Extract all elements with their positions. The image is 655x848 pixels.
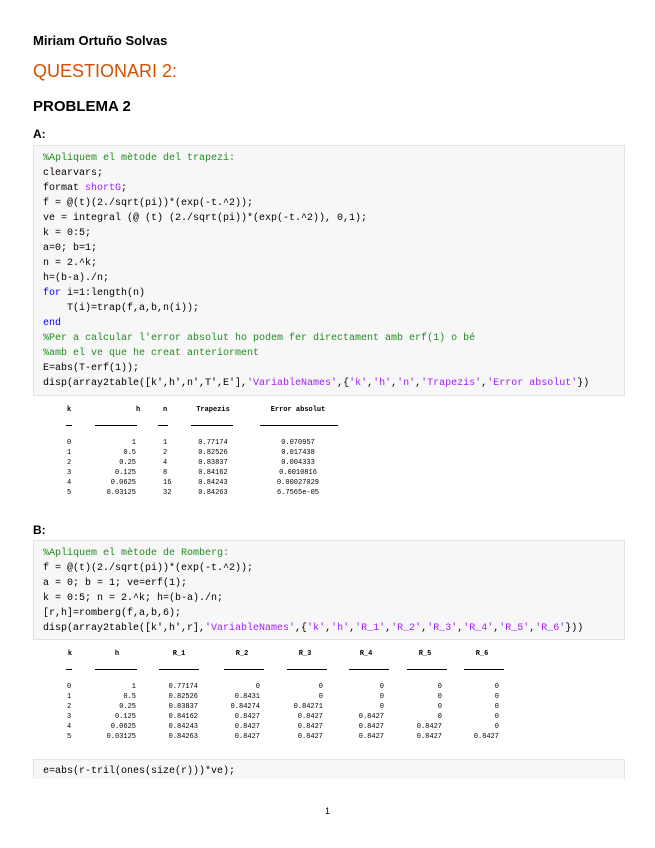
column-header: R_4 [359,650,373,658]
table-cell: 1 [67,449,72,457]
code-token: %amb el ve que he creat anteriorment [43,348,260,359]
table-cell: 0 [67,439,72,447]
code-token: 'Trapezis' [421,378,482,389]
table-cell: 1 [163,439,168,447]
table-cell: 0.8427 [473,733,499,741]
table-cell: 0 [318,683,323,691]
problem-title: PROBLEMA 2 [33,98,131,115]
code-token: k = 0:5; [43,228,92,239]
code-token: 'R_5' [499,623,530,634]
code-token: , [391,378,398,389]
table-cell: 0.0625 [110,479,136,487]
code-token: f = @(t)(2./sqrt(pi))*(exp(-t.^2)); [43,198,254,209]
questionari-title: QUESTIONARI 2: [33,61,178,81]
table-cell: 0.8427 [234,733,260,741]
code-token: 'R_4' [463,623,494,634]
code-line [34,591,624,606]
code-line [34,546,624,561]
table-cell: 0 [379,693,384,701]
table-cell: 0 [494,693,499,701]
code-token: 'R_1' [355,623,386,634]
code-token: , [325,623,332,634]
table-cell: 0.8427 [297,723,323,731]
code-line [34,301,624,316]
table-cell: 0.84243 [168,723,198,731]
table-cell: 0.00027029 [276,479,319,487]
code-token: , [415,378,422,389]
code-line [34,256,624,271]
table-cell: 0 [255,683,260,691]
code-line [34,151,624,166]
table-cell: 0 [437,683,442,691]
table-cell: 0.84274 [230,703,260,711]
column-underline [158,425,168,426]
table-cell: 0.84271 [293,703,323,711]
table-cell: 0.77174 [198,439,228,447]
page-number: 1 [324,806,330,816]
code-token: ,{ [295,623,308,634]
code-token: E=abs(T-erf(1)); [43,363,140,374]
code-token: , [421,623,428,634]
column-header: R_2 [235,650,249,658]
code-token: a = 0; b = 1; ve=erf(1); [43,578,188,589]
table-cell: 0.8427 [234,723,260,731]
table-cell: 0.070957 [281,439,315,447]
column-underline [407,669,447,670]
table-cell: 0.0010816 [279,469,317,477]
code-token: , [349,623,356,634]
table-cell: 0.0625 [110,723,136,731]
section-b-label: B: [33,523,46,537]
code-line [34,241,624,256]
table-cell: 1 [67,693,72,701]
code-token: 'R_3' [427,623,458,634]
code-token: %Per a calcular l'error absolut ho podem fer directament amb erf(1) o bé [43,333,476,344]
column-underline [287,669,327,670]
table-cell: 0.8427 [358,713,384,721]
table-cell: 0.77174 [168,683,198,691]
table-cell: 2 [67,459,72,467]
table-cell: 0.8427 [416,723,442,731]
code-line [34,361,624,376]
code-token: 'k' [349,378,368,389]
table-cell: 0.03125 [106,489,136,497]
column-header: k [67,406,72,414]
table-cell: 0.8427 [358,733,384,741]
code-line [34,271,624,286]
code-token: 'k' [307,623,326,634]
table-cell: 16 [163,479,172,487]
table-cell: 2 [163,449,168,457]
table-cell: 0 [67,683,72,691]
table-cell: 0.8427 [234,713,260,721]
code-token: 'VariableNames' [247,378,338,389]
table-cell: 0.03125 [106,733,136,741]
column-underline [260,425,338,426]
table-cell: 0.25 [119,459,136,467]
column-header: R_5 [418,650,432,658]
code-line [34,764,624,779]
column-underline [191,425,233,426]
table-cell: 4 [163,459,168,467]
column-underline [95,425,137,426]
code-line [34,606,624,621]
table-cell: 1 [131,439,136,447]
column-underline [464,669,504,670]
table-cell: 8 [163,469,168,477]
code-token: shortG [85,183,122,194]
table-cell: 0 [494,713,499,721]
table-cell: 0.8431 [234,693,260,701]
table-cell: 0.125 [114,713,136,721]
table-cell: 0.8427 [297,733,323,741]
table-cell: 3 [67,713,72,721]
code-token: ,{ [337,378,350,389]
table-cell: 0.004333 [281,459,315,467]
code-line [34,316,624,331]
author-name: Miriam Ortuño Solvas [33,33,168,48]
code-token: 'n' [397,378,416,389]
code-token: }) [577,378,590,389]
code-token: ; [121,183,128,194]
code-token: , [493,623,500,634]
code-token: disp(array2table([k',h',r], [43,623,206,634]
code-token: ve = integral (@ (t) (2./sqrt(pi))*(exp(-t.^2)), 0,1); [43,213,368,224]
code-token: , [385,623,392,634]
table-cell: 0.84162 [168,713,198,721]
column-header: Trapezis [196,406,230,414]
code-line [34,166,624,181]
column-header: k [67,650,73,658]
table-cell: 0.84263 [198,489,228,497]
code-token: i=1:length(n) [67,288,146,299]
table-cell: 0.84263 [168,733,198,741]
column-underline [159,669,199,670]
code-line [34,561,624,576]
column-header: R_1 [172,650,186,658]
code-line [34,286,624,301]
table-cell: 0.125 [114,469,136,477]
code-token: a=0; b=1; [43,243,98,254]
table-cell: 0.82526 [198,449,228,457]
table-cell: 0 [379,703,384,711]
code-token: , [481,378,488,389]
table-cell: 2 [67,703,72,711]
column-header: Error absolut [270,406,326,414]
code-token: })) [565,623,584,634]
table-cell: 0.017438 [281,449,315,457]
code-block-a [33,145,625,396]
code-token: 'Error absolut' [487,378,578,389]
table-cell: 0.84162 [198,469,228,477]
code-line [34,196,624,211]
code-token: 'R_6' [535,623,566,634]
code-token: e=abs(r-tril(ones(size(r)))*ve); [43,766,236,777]
code-line [34,576,624,591]
code-token: 'VariableNames' [205,623,296,634]
code-line [34,181,624,196]
table-cell: 0.83837 [168,703,198,711]
column-underline [349,669,389,670]
table-cell: 0.5 [123,449,136,457]
column-underline [95,669,137,670]
table-cell: 0 [494,723,499,731]
table-cell: 6.7565e-05 [276,489,319,497]
table-cell: 0 [437,713,442,721]
code-token: f = @(t)(2./sqrt(pi))*(exp(-t.^2)); [43,563,254,574]
code-line [34,331,624,346]
table-cell: 0 [379,683,384,691]
table-cell: 0.8427 [297,713,323,721]
table-cell: 5 [67,733,72,741]
table-cell: 0.82526 [168,693,198,701]
code-token: , [457,623,464,634]
table-cell: 0 [494,683,499,691]
code-token: 'h' [373,378,392,389]
code-line [34,226,624,241]
table-cell: 1 [131,683,136,691]
column-header: h [114,650,120,658]
code-token: k = 0:5; n = 2.^k; h=(b-a)./n; [43,593,224,604]
code-token: 'R_2' [391,623,422,634]
code-block-c [33,759,625,779]
table-cell: 3 [67,469,72,477]
table-cell: 0 [494,703,499,711]
table-cell: 0.5 [123,693,136,701]
column-header: R_6 [475,650,489,658]
code-token: , [529,623,536,634]
table-cell: 0.83837 [198,459,228,467]
column-underline [224,669,264,670]
column-underline [66,425,72,426]
code-line [34,376,624,391]
column-header: h [136,406,141,414]
code-token: [r,h]=romberg(f,a,b,6); [43,608,182,619]
table-cell: 0.8427 [358,723,384,731]
code-token: end [43,318,62,329]
table-cell: 4 [67,479,72,487]
code-block-b [33,540,625,640]
table-cell: 5 [67,489,72,497]
code-token: for [43,288,68,299]
code-token: clearvars; [43,168,104,179]
code-token: , [367,378,374,389]
table-cell: 0 [437,703,442,711]
table-cell: 0.25 [119,703,136,711]
code-token: h=(b-a)./n; [43,273,110,284]
table-cell: 0 [437,693,442,701]
column-header: R_3 [298,650,312,658]
code-token: T(i)=trap(f,a,b,n(i)); [43,303,200,314]
code-token: n = 2.^k; [43,258,98,269]
table-cell: 0.84243 [198,479,228,487]
code-token: 'h' [331,623,350,634]
code-token: %Apliquem el mètode del trapezi: [43,153,236,164]
code-line [34,346,624,361]
table-cell: 0 [318,693,323,701]
code-token: format [43,183,86,194]
section-a-label: A: [33,127,46,141]
code-token: %Apliquem el mètode de Romberg: [43,548,230,559]
code-token: disp(array2table([k',h',n',T',E'], [43,378,248,389]
table-cell: 4 [67,723,72,731]
column-header: n [163,406,168,414]
code-line [34,621,624,636]
column-underline [66,669,72,670]
table-cell: 32 [163,489,172,497]
code-line [34,211,624,226]
table-cell: 0.8427 [416,733,442,741]
